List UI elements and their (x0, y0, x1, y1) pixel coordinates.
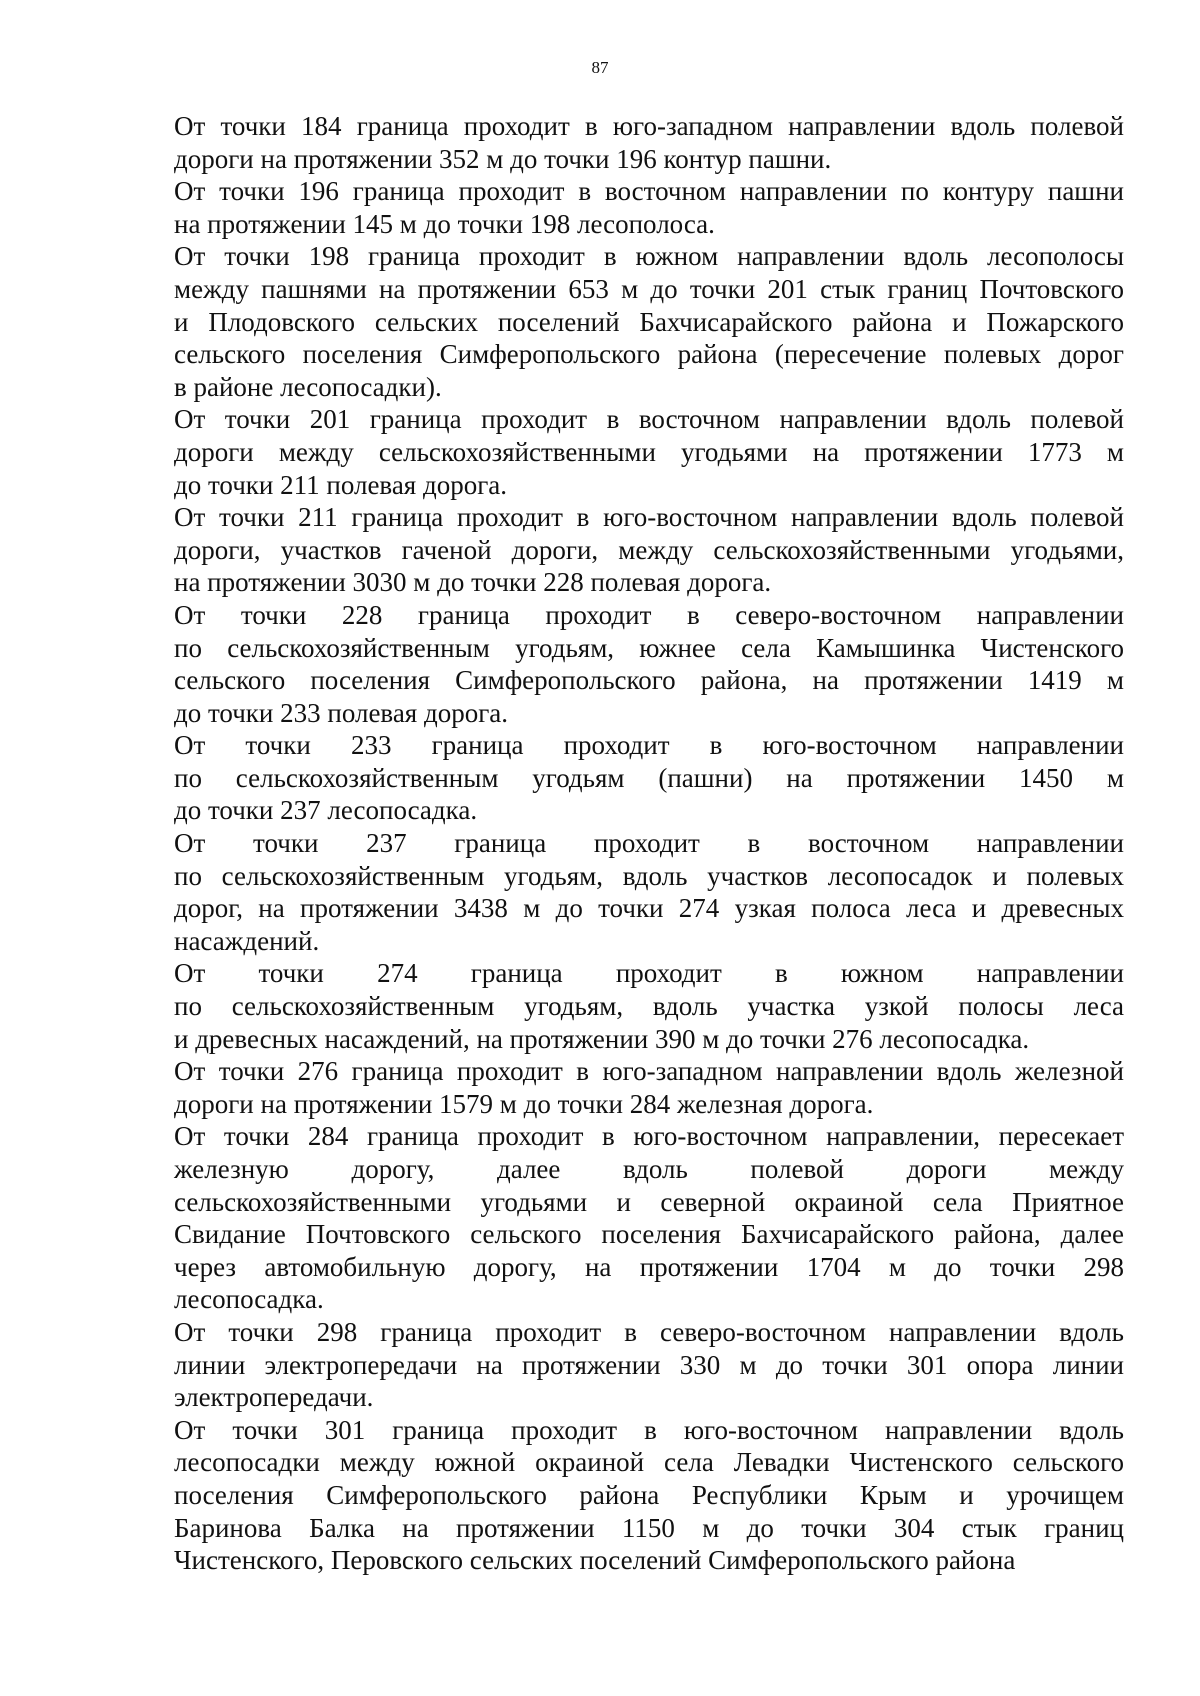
paragraph (174, 110, 1124, 175)
text-line: Свидание Почтовского сельского поселения Бахчисарайского района, далее (174, 1219, 1124, 1250)
text-line: От точки 201 граница проходит в восточном направлении вдоль полевой (174, 404, 1124, 435)
text-line: до точки 211 полевая дорога. (174, 469, 508, 500)
text-line: От точки 301 граница проходит в юго-восточном направлении вдоль (174, 1414, 1124, 1445)
text-line: поселения Симферопольского района Республики Крым и урочищем (174, 1479, 1124, 1510)
text-line: От точки 196 граница проходит в восточном направлении по контуру пашни (174, 176, 1124, 207)
text-line: дороги на протяжении 1579 м до точки 284 железная дорога. (174, 1088, 874, 1119)
text-line: до точки 233 полевая дорога. (174, 697, 509, 728)
text-line: сельского поселения Симферопольского района, на протяжении 1419 м (174, 665, 1124, 696)
text-line: через автомобильную дорогу, на протяжении 1704 м до точки 298 (174, 1251, 1124, 1282)
text-line: От точки 276 граница проходит в юго-западном направлении вдоль железной (174, 1056, 1124, 1087)
paragraph (174, 729, 1124, 827)
text-line: и древесных насаждений, на протяжении 390 м до точки 276 лесопосадка. (174, 1023, 1030, 1054)
text-line: Баринова Балка на протяжении 1150 м до точки 304 стык границ (174, 1512, 1124, 1543)
paragraph (174, 827, 1124, 957)
text-line: От точки 198 граница проходит в южном направлении вдоль лесополосы (174, 241, 1124, 272)
paragraph (174, 403, 1124, 501)
text-line: лесопосадки между южной окраиной села Левадки Чистенского сельского (174, 1447, 1124, 1478)
text-line: насаждений. (174, 925, 320, 956)
text-line: электропередачи. (174, 1382, 374, 1413)
paragraph (174, 599, 1124, 729)
text-line: От точки 274 граница проходит в южном направлении (174, 958, 1124, 989)
text-line: дороги между сельскохозяйственными угодьями на протяжении 1773 м (174, 436, 1124, 467)
paragraph (174, 1055, 1124, 1120)
text-line: в районе лесопосадки). (174, 371, 442, 402)
paragraph (174, 1316, 1124, 1414)
text-line: сельского поселения Симферопольского района (пересечение полевых дорог (174, 339, 1124, 370)
text-line: по сельскохозяйственным угодьям, южнее села Камышинка Чистенского (174, 632, 1124, 663)
paragraph (174, 175, 1124, 240)
text-line: От точки 284 граница проходит в юго-восточном направлении, пересекает (174, 1121, 1124, 1152)
text-line: От точки 228 граница проходит в северо-восточном направлении (174, 599, 1124, 630)
text-line: сельскохозяйственными угодьями и северной окраиной села Приятное (174, 1186, 1124, 1217)
paragraph (174, 957, 1124, 1055)
text-line: От точки 184 граница проходит в юго-западном направлении вдоль полевой (174, 111, 1124, 141)
text-line: От точки 233 граница проходит в юго-восточном направлении (174, 730, 1124, 761)
text-line: до точки 237 лесопосадка. (174, 795, 478, 826)
text-line: От точки 237 граница проходит в восточном направлении (174, 828, 1124, 859)
text-line: и Плодовского сельских поселений Бахчисарайского района и Пожарского (174, 306, 1124, 337)
text-line: дороги, участков гаченой дороги, между сельскохозяйственными угодьями, (174, 534, 1124, 565)
text-line: на протяжении 3030 м до точки 228 полевая дорога. (174, 567, 772, 598)
text-line: между пашнями на протяжении 653 м до точки 201 стык границ Почтовского (174, 273, 1124, 304)
paragraph (174, 501, 1124, 599)
text-line: лесопосадка. (174, 1284, 324, 1315)
text-line: От точки 211 граница проходит в юго-восточном направлении вдоль полевой (174, 502, 1124, 533)
page-number: 87 (591, 58, 609, 77)
text-line: дороги на протяжении 352 м до точки 196 контур пашни. (174, 143, 832, 174)
paragraph (174, 240, 1124, 403)
text-line: на протяжении 145 м до точки 198 лесополоса. (174, 208, 715, 239)
text-line: по сельскохозяйственным угодьям, вдоль участка узкой полосы леса (174, 991, 1124, 1022)
text-line: линии электропередачи на протяжении 330 м до точки 301 опора линии (174, 1349, 1124, 1380)
text-line: по сельскохозяйственным угодьям (пашни) на протяжении 1450 м (174, 762, 1124, 793)
paragraph (174, 1414, 1124, 1577)
text-line: железную дорогу, далее вдоль полевой дороги между (174, 1154, 1124, 1184)
text-line: Чистенского, Перовского сельских поселений Симферопольского района (174, 1545, 1016, 1576)
text-line: От точки 298 граница проходит в северо-восточном направлении вдоль (174, 1316, 1124, 1347)
text-line: по сельскохозяйственным угодьям, вдоль участков лесопосадок и полевых (174, 860, 1124, 891)
document-body (174, 110, 1124, 1577)
paragraph (174, 1120, 1124, 1316)
text-line: дорог, на протяжении 3438 м до точки 274 узкая полоса леса и древесных (174, 893, 1124, 924)
